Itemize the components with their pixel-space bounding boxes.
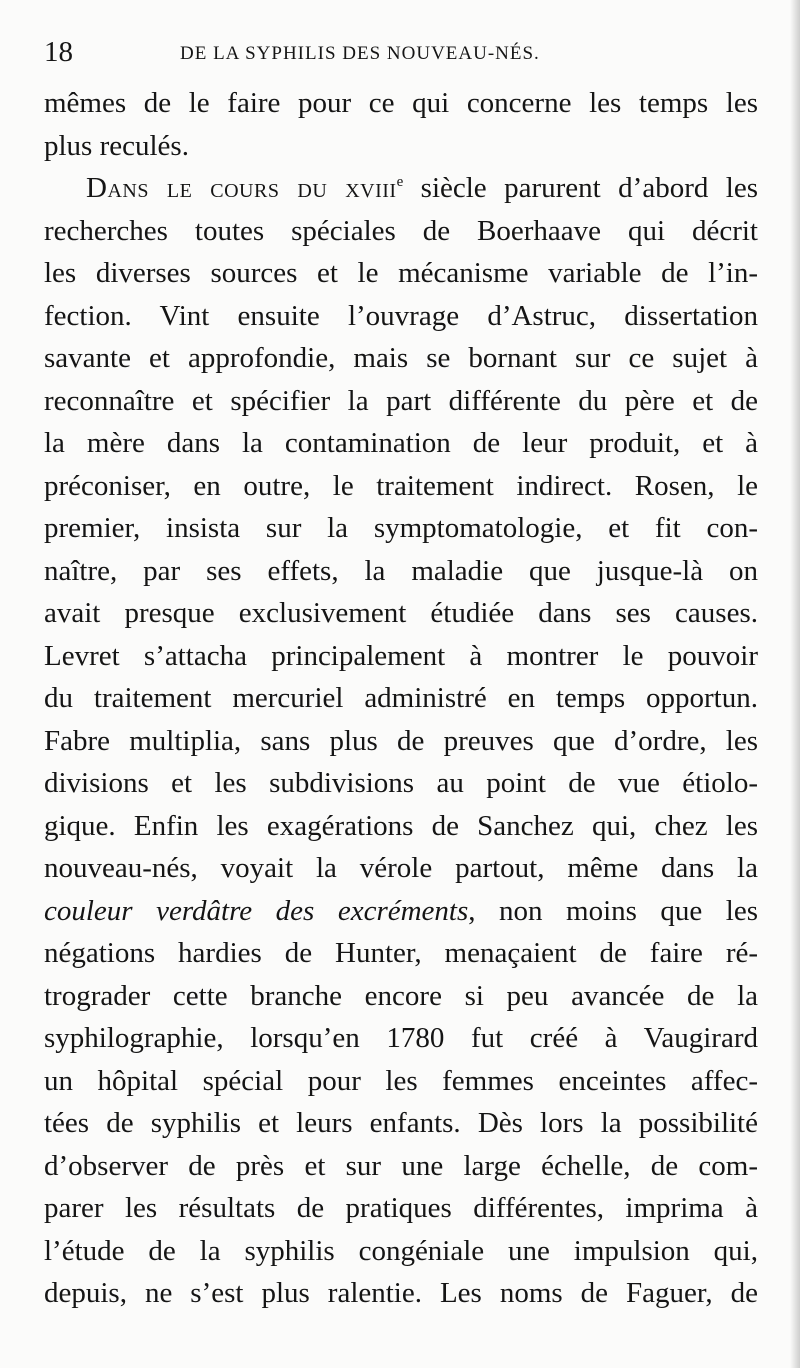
text-line-24: un hôpital spécial pour les femmes enceintes affec- <box>44 1064 758 1097</box>
text-line-2: plus reculés. <box>44 129 189 162</box>
text-line-25: tées de syphilis et leurs enfants. Dès lors la possibilité <box>44 1107 758 1139</box>
text-line-20 <box>44 890 758 933</box>
text-line-4: recherches toutes spéciales de Boerhaave qui décrit <box>44 214 758 247</box>
text-line-27: parer les résultats de pratiques différentes, imprima à <box>44 1192 758 1224</box>
text-line-7: savante et approfondie, mais se bornant sur ce sujet à <box>44 342 758 374</box>
text-line-3-start: Dans le cours du xviii <box>86 172 397 204</box>
text-line-9: la mère dans la contamination de leur produit, et à <box>44 427 758 459</box>
page-header <box>44 34 756 70</box>
italic-phrase: couleur verdâtre des excréments <box>44 894 469 927</box>
running-head: DE LA SYPHILIS DES NOUVEAU-NÉS. <box>180 43 540 64</box>
text-line-3 <box>44 167 758 210</box>
century-superscript: e <box>396 174 404 190</box>
text-line-19: nouveau-nés, voyait la vérole partout, même dans la <box>44 852 758 884</box>
text-line-12: naître, par ses effets, la maladie que jusque-là on <box>44 554 758 587</box>
text-line-23: syphilographie, lorsqu’en 1780 fut créé à Vaugirard <box>44 1022 758 1054</box>
text-line-22: trograder cette branche encore si peu avancée de la <box>44 979 758 1012</box>
page-edge-shadow <box>790 0 800 1368</box>
text-line-26: d’observer de près et sur une large échelle, de com- <box>44 1149 758 1182</box>
text-line-21: négations hardies de Hunter, menaçaient de faire ré- <box>44 937 758 969</box>
text-line-28: l’étude de la syphilis congéniale une impulsion qui, <box>44 1234 758 1267</box>
text-line-13: avait presque exclusivement étudiée dans ses causes. <box>44 597 758 629</box>
text-line-1: mêmes de le faire pour ce qui concerne les temps les <box>44 87 758 119</box>
body-text <box>44 82 758 1315</box>
text-line-17: divisions et les subdivisions au point de vue étiolo- <box>44 767 758 799</box>
text-line-15: du traitement mercuriel administré en temps opportun. <box>44 682 758 714</box>
text-line-16: Fabre multiplia, sans plus de preuves que d’ordre, les <box>44 724 758 757</box>
text-line-8: reconnaître et spécifier la part différente du père et de <box>44 384 758 417</box>
text-line-18: gique. Enfin les exagérations de Sanchez qui, chez les <box>44 809 758 842</box>
text-line-6: fection. Vint ensuite l’ouvrage d’Astruc, dissertation <box>44 299 758 332</box>
page-number: 18 <box>44 36 73 68</box>
text-line-3-rest: siècle parurent d’abord les <box>403 172 758 204</box>
text-line-29: depuis, ne s’est plus ralentie. Les noms de Faguer, de <box>44 1277 758 1309</box>
text-line-11: premier, insista sur la symptomatologie, et fit con- <box>44 512 758 544</box>
text-line-14: Levret s’attacha principalement à montrer le pouvoir <box>44 639 758 672</box>
text-line-20-rest: , non moins que les <box>468 894 758 927</box>
text-line-5: les diverses sources et le mécanisme variable de l’in- <box>44 257 758 289</box>
text-line-10: préconiser, en outre, le traitement indirect. Rosen, le <box>44 469 758 502</box>
